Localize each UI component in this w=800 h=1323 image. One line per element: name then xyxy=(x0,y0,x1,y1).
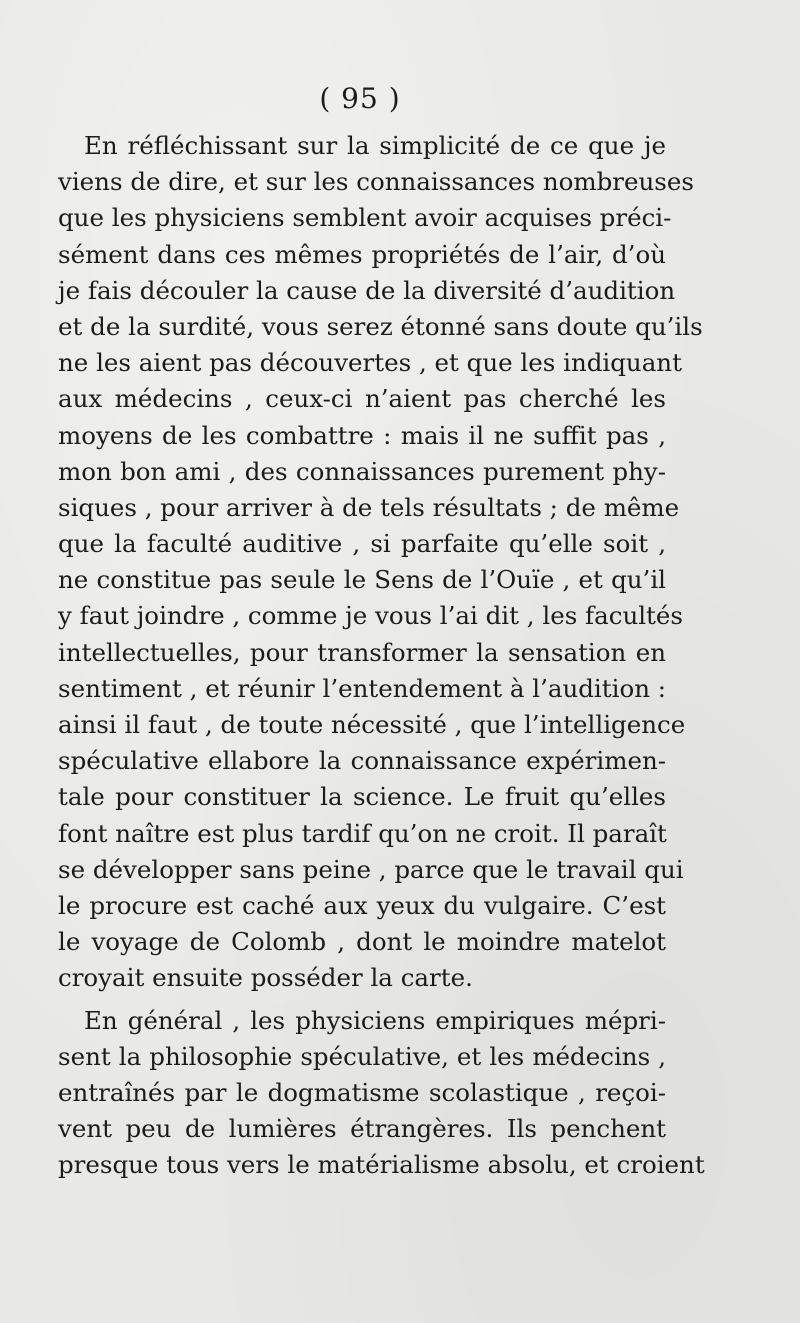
text-line: sément dans ces mêmes propriétés de l’air, d’où xyxy=(58,239,666,269)
text-line: siques , pour arriver à de tels résultats ; de même xyxy=(58,492,680,522)
text-line: viens de dire, et sur les connaissances nombreuses xyxy=(58,167,694,197)
text-line: que la faculté auditive , si parfaite qu’elle soit , xyxy=(58,529,666,559)
text-line: se développer sans peine , parce que le travail qui xyxy=(58,854,684,884)
paragraph-2 xyxy=(58,1003,705,1184)
text-line: sentiment , et réunir l’entendement à l’audition : xyxy=(58,673,667,703)
text-line: entraînés par le dogmatisme scolastique , reçoi- xyxy=(58,1077,666,1107)
body-text xyxy=(58,128,705,1183)
text-line: ne les aient pas découvertes , et que les indiquant xyxy=(58,348,682,378)
text-line: En général , les physiciens empiriques mépri- xyxy=(84,1005,666,1035)
text-line: vent peu de lumières étrangères. Ils penchent xyxy=(58,1114,666,1144)
paragraph-1 xyxy=(58,128,703,997)
text-line: croyait ensuite posséder la carte. xyxy=(58,963,473,993)
text-line: je fais découler la cause de la diversité d’audition xyxy=(58,275,676,305)
text-line: que les physiciens semblent avoir acquises préci- xyxy=(58,203,672,233)
text-line: spéculative ellabore la connaissance expérimen- xyxy=(58,746,666,776)
text-line: y faut joindre , comme je vous l’ai dit , les facultés xyxy=(58,601,683,631)
text-line: tale pour constituer la science. Le fruit qu’elles xyxy=(58,782,666,812)
text-line: aux médecins , ceux-ci n’aient pas cherché les xyxy=(58,384,666,414)
text-line: moyens de les combattre : mais il ne suffit pas , xyxy=(58,420,666,450)
page-number: ( 95 ) xyxy=(319,82,401,115)
text-line: En réfléchissant sur la simplicité de ce que je xyxy=(84,131,666,160)
text-line: ne constitue pas seule le Sens de l’Ouïe , et qu’il xyxy=(58,565,666,595)
text-line: le procure est caché aux yeux du vulgaire. C’est xyxy=(58,890,666,920)
text-line: et de la surdité, vous serez étonné sans doute qu’ils xyxy=(58,311,703,341)
text-line: ainsi il faut , de toute nécessité , que l’intelligence xyxy=(58,710,686,739)
text-line: presque tous vers le matérialisme absolu, et croient xyxy=(58,1150,705,1180)
text-line: sent la philosophie spéculative, et les médecins , xyxy=(58,1041,666,1071)
text-line: font naître est plus tardif qu’on ne croit. Il paraît xyxy=(58,818,667,848)
text-line: mon bon ami , des connaissances purement phy- xyxy=(58,456,666,486)
text-line: intellectuelles, pour transformer la sensation en xyxy=(58,637,666,667)
text-line: le voyage de Colomb , dont le moindre matelot xyxy=(58,927,666,957)
